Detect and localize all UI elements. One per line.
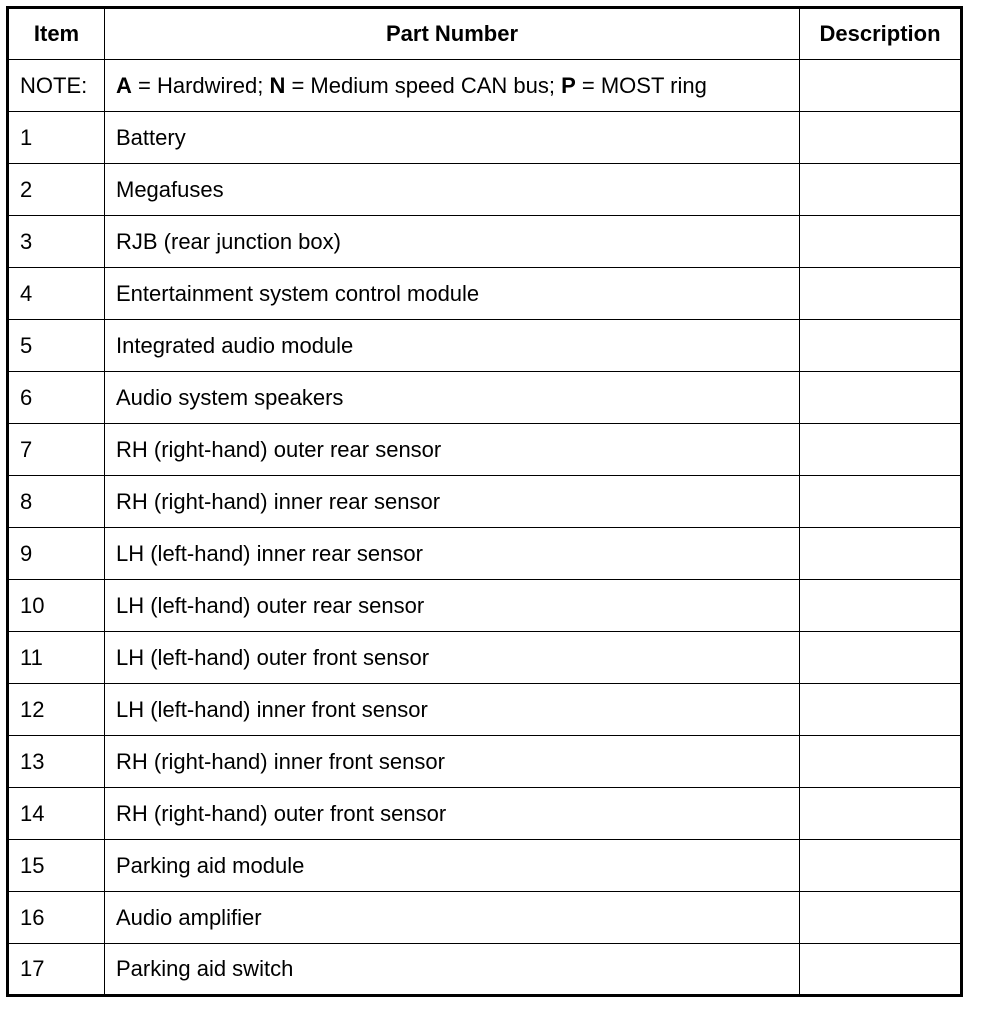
part-name: LH (left-hand) outer rear sensor bbox=[105, 580, 800, 632]
part-name: RH (right-hand) outer front sensor bbox=[105, 788, 800, 840]
description-cell bbox=[800, 944, 962, 996]
part-name: Audio amplifier bbox=[105, 892, 800, 944]
part-name: Audio system speakers bbox=[105, 372, 800, 424]
note-text-n: = Medium speed CAN bus; bbox=[285, 72, 562, 98]
table-row bbox=[8, 580, 962, 632]
item-number: 10 bbox=[8, 580, 105, 632]
description-cell bbox=[800, 788, 962, 840]
table-row bbox=[8, 892, 962, 944]
part-name: LH (left-hand) inner front sensor bbox=[105, 684, 800, 736]
part-name: Parking aid module bbox=[105, 840, 800, 892]
item-number: 9 bbox=[8, 528, 105, 580]
note-label: NOTE: bbox=[8, 60, 105, 112]
description-cell bbox=[800, 268, 962, 320]
part-name: RH (right-hand) inner front sensor bbox=[105, 736, 800, 788]
note-text bbox=[105, 60, 800, 112]
table-row bbox=[8, 476, 962, 528]
item-number: 3 bbox=[8, 216, 105, 268]
note-text-a: = Hardwired; bbox=[131, 72, 270, 98]
table-row bbox=[8, 112, 962, 164]
item-number: 16 bbox=[8, 892, 105, 944]
description-cell bbox=[800, 580, 962, 632]
note-key-p: P bbox=[561, 72, 576, 98]
item-number: 5 bbox=[8, 320, 105, 372]
item-number: 7 bbox=[8, 424, 105, 476]
description-cell bbox=[800, 528, 962, 580]
description-cell bbox=[800, 424, 962, 476]
header-row bbox=[8, 8, 962, 60]
item-number: 1 bbox=[8, 112, 105, 164]
item-number: 6 bbox=[8, 372, 105, 424]
part-name: Megafuses bbox=[105, 164, 800, 216]
description-cell bbox=[800, 632, 962, 684]
table-row bbox=[8, 372, 962, 424]
item-number: 13 bbox=[8, 736, 105, 788]
table-row bbox=[8, 164, 962, 216]
description-cell bbox=[800, 476, 962, 528]
note-row bbox=[8, 60, 962, 112]
description-cell bbox=[800, 840, 962, 892]
note-key-a: A bbox=[116, 72, 132, 98]
table-header bbox=[8, 8, 962, 60]
part-name: RJB (rear junction box) bbox=[105, 216, 800, 268]
table-row bbox=[8, 528, 962, 580]
part-name: Entertainment system control module bbox=[105, 268, 800, 320]
item-number: 11 bbox=[8, 632, 105, 684]
column-header-description: Description bbox=[800, 8, 962, 60]
description-cell bbox=[800, 320, 962, 372]
table-row bbox=[8, 788, 962, 840]
table-row bbox=[8, 320, 962, 372]
table-row bbox=[8, 840, 962, 892]
description-cell bbox=[800, 112, 962, 164]
table-row bbox=[8, 424, 962, 476]
item-number: 4 bbox=[8, 268, 105, 320]
note-description bbox=[800, 60, 962, 112]
part-name: LH (left-hand) inner rear sensor bbox=[105, 528, 800, 580]
table-row bbox=[8, 736, 962, 788]
part-name: Integrated audio module bbox=[105, 320, 800, 372]
parts-table bbox=[6, 6, 963, 997]
description-cell bbox=[800, 736, 962, 788]
note-text-p: = MOST ring bbox=[575, 72, 707, 98]
part-name: RH (right-hand) inner rear sensor bbox=[105, 476, 800, 528]
description-cell bbox=[800, 372, 962, 424]
table-row bbox=[8, 684, 962, 736]
description-cell bbox=[800, 164, 962, 216]
table-row bbox=[8, 944, 962, 996]
table-row bbox=[8, 632, 962, 684]
part-name: LH (left-hand) outer front sensor bbox=[105, 632, 800, 684]
part-name: Battery bbox=[105, 112, 800, 164]
item-number: 12 bbox=[8, 684, 105, 736]
description-cell bbox=[800, 892, 962, 944]
column-header-item: Item bbox=[8, 8, 105, 60]
part-name: RH (right-hand) outer rear sensor bbox=[105, 424, 800, 476]
table-body bbox=[8, 60, 962, 996]
column-header-part-number: Part Number bbox=[105, 8, 800, 60]
table-row bbox=[8, 268, 962, 320]
description-cell bbox=[800, 684, 962, 736]
item-number: 17 bbox=[8, 944, 105, 996]
item-number: 15 bbox=[8, 840, 105, 892]
table-row bbox=[8, 216, 962, 268]
item-number: 14 bbox=[8, 788, 105, 840]
description-cell bbox=[800, 216, 962, 268]
item-number: 8 bbox=[8, 476, 105, 528]
item-number: 2 bbox=[8, 164, 105, 216]
part-name: Parking aid switch bbox=[105, 944, 800, 996]
note-key-n: N bbox=[269, 72, 286, 98]
